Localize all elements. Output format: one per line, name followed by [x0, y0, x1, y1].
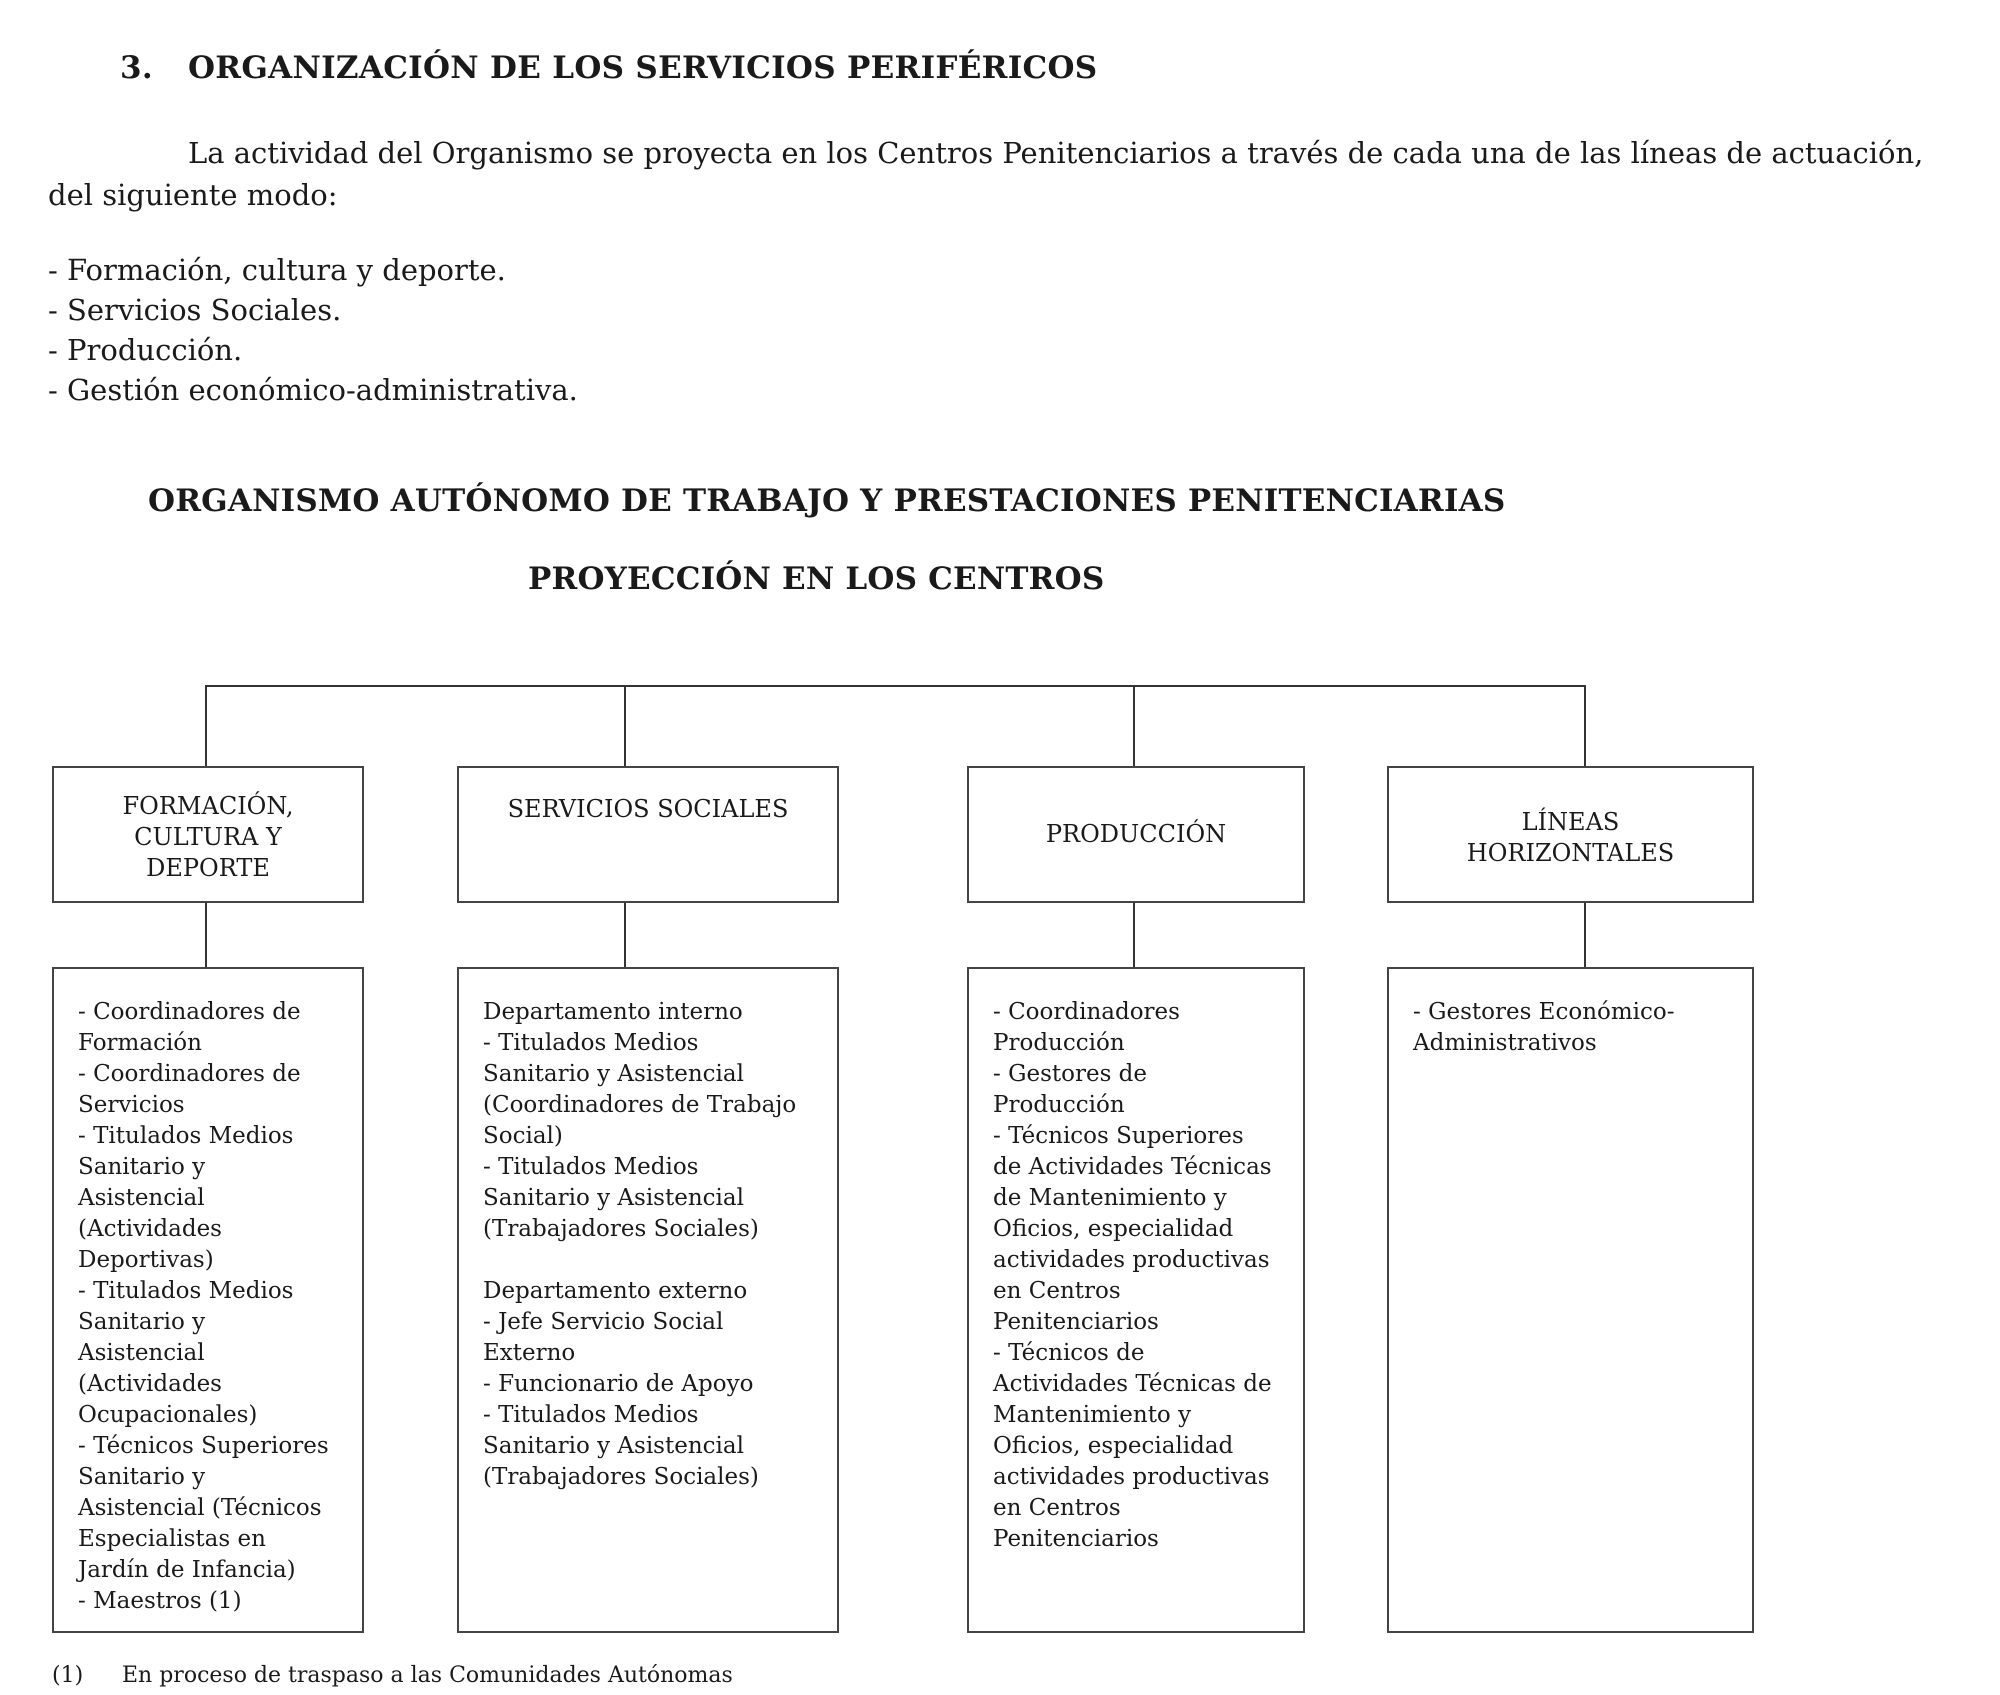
connector-link-2 [624, 902, 626, 967]
connector-link-3 [1133, 902, 1135, 967]
list-item: - Producción. [48, 333, 243, 367]
connector-link-1 [205, 902, 207, 967]
list-item: - Gestión económico-administrativa. [48, 373, 578, 407]
list-box-produccion [967, 967, 1305, 1633]
header-box-servicios-sociales [457, 766, 839, 903]
list-item: - Formación, cultura y deporte. [48, 253, 506, 287]
list-item: - Servicios Sociales. [48, 293, 342, 327]
footnote-text: En proceso de traspaso a las Comunidades Autónomas [122, 1663, 733, 1688]
header-label: SERVICIOS SOCIALES [507, 795, 789, 823]
section-number: 3. [120, 50, 153, 86]
header-label: PRODUCCIÓN [1045, 820, 1227, 848]
staff-list: - Coordinadores de Formación - Coordinadores de Servicios - Titulados Medios Sanitario y Asistencial (Actividades Deportivas) - Titulados Medios Sanitario y Asistencial (Actividades Ocupacionales) - Técnicos Superiores Sanitario y Asistencial (Técnicos Especialistas en Jardín de Infancia) - Maestros (1) [78, 999, 329, 1614]
connector-drop-1 [205, 685, 207, 766]
connector-drop-2 [624, 685, 626, 766]
connector-top-bar [205, 685, 1586, 687]
staff-list: - Coordinadores Producción - Gestores de Producción - Técnicos Superiores de Actividades Técnicas de Mantenimiento y Oficios, especialidad actividades productivas en Centros Penitenciarios - Técnicos de Actividades Técnicas de Mantenimiento y Oficios, especialidad actividades productivas en Centros Penitenciarios [993, 999, 1272, 1552]
header-label: FORMACIÓN, CULTURA Y DEPORTE [122, 792, 294, 882]
section-title: ORGANIZACIÓN DE LOS SERVICIOS PERIFÉRICOS [188, 50, 1098, 86]
intro-line-2: del siguiente modo: [48, 178, 338, 212]
staff-list-internal: Departamento interno - Titulados Medios Sanitario y Asistencial (Coordinadores de Trabajo Social) - Titulados Medios Sanitario y Asistencial (Trabajadores Sociales) [483, 999, 797, 1242]
footnote-marker: (1) [52, 1663, 84, 1688]
intro-line-1: La actividad del Organismo se proyecta en los Centros Penitenciarios a través de cada una de las líneas de actuación, [188, 136, 1924, 170]
header-box-formacion [52, 766, 364, 903]
org-title: ORGANISMO AUTÓNOMO DE TRABAJO Y PRESTACIONES PENITENCIARIAS [148, 483, 1506, 519]
header-box-lineas-horizontales [1387, 766, 1754, 903]
list-box-lineas-horizontales [1387, 967, 1754, 1633]
intro-paragraph [48, 132, 1998, 216]
spacer [483, 1245, 819, 1276]
footnote [52, 1663, 733, 1688]
connector-drop-4 [1584, 685, 1586, 766]
staff-list-external: Departamento externo - Jefe Servicio Social Externo - Funcionario de Apoyo - Titulados Medios Sanitario y Asistencial (Trabajadores Sociales) [483, 1278, 759, 1490]
connector-drop-3 [1133, 685, 1135, 766]
section-heading [120, 50, 1097, 86]
activity-lines-list [48, 250, 578, 410]
list-box-formacion [52, 967, 364, 1633]
list-box-servicios-sociales [457, 967, 839, 1633]
projection-title: PROYECCIÓN EN LOS CENTROS [528, 561, 1105, 597]
header-label: LÍNEAS HORIZONTALES [1466, 807, 1675, 867]
connector-link-4 [1584, 902, 1586, 967]
staff-list: - Gestores Económico- Administrativos [1413, 999, 1675, 1056]
header-box-produccion [967, 766, 1305, 903]
